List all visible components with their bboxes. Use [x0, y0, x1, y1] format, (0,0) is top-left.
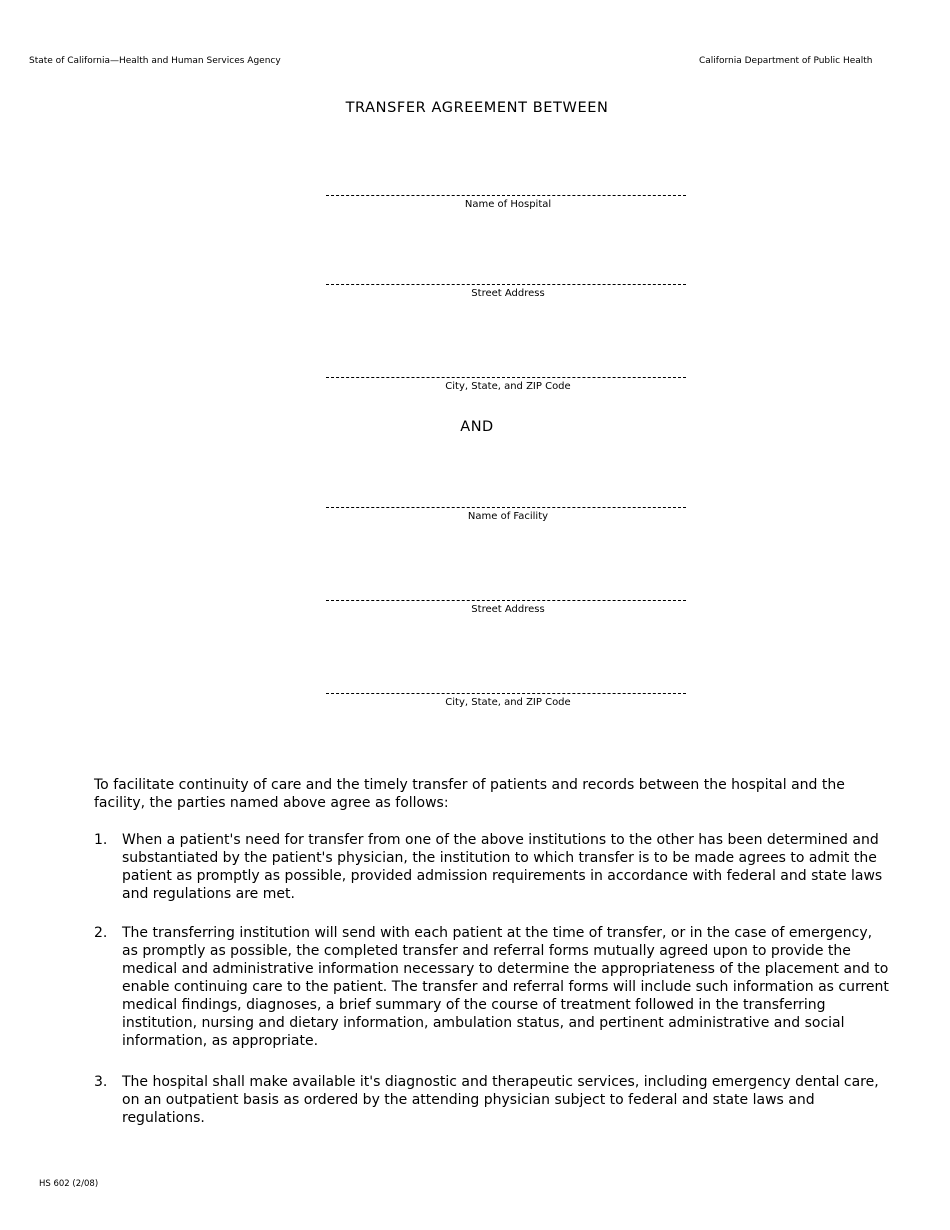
document-title: TRANSFER AGREEMENT BETWEEN: [345, 100, 609, 116]
hospital-city-field[interactable]: [326, 377, 686, 393]
item-text: The transferring institution will send with each patient at the time of transfer, or in the case of emergency, as promptly as possible, the completed transfer and referral forms mutually agreed upon to provide the medical and administrative information necessary to determine the appropriateness of the placement and to enable continuing care to the patient. The transfer and referral forms will include such information as current medical findings, diagnoses, a brief summary of the course of treatment followed in the transferring institution, nursing and dietary information, ambulation status, and pertinent administrative and social information, as appropriate.: [122, 925, 889, 1049]
agreement-item: [94, 924, 894, 1050]
hospital-street-line[interactable]: [326, 284, 686, 285]
agreement-item: [94, 831, 894, 903]
hospital-name-caption: Name of Hospital: [464, 199, 552, 210]
department-header: California Department of Public Health: [699, 56, 873, 66]
item-number: 1.: [94, 832, 108, 848]
hospital-name-field[interactable]: [326, 195, 686, 211]
facility-city-caption: City, State, and ZIP Code: [445, 697, 571, 708]
hospital-city-caption: City, State, and ZIP Code: [445, 381, 571, 392]
agency-header: State of California—Health and Human Services Agency: [29, 56, 281, 66]
facility-street-line[interactable]: [326, 600, 686, 601]
facility-name-line[interactable]: [326, 507, 686, 508]
hospital-city-line[interactable]: [326, 377, 686, 378]
item-text: When a patient's need for transfer from one of the above institutions to the other has been determined and substantiated by the patient's physician, the institution to which transfer is to be made agrees to admit the patient as promptly as possible, provided admission requirements in accordance with federal and state laws and regulations are met.: [122, 832, 883, 902]
intro-paragraph: To facilitate continuity of care and the timely transfer of patients and records between the hospital and the facility, the parties named above agree as follows:: [94, 777, 845, 811]
item-number: 2.: [94, 925, 108, 941]
facility-city-line[interactable]: [326, 693, 686, 694]
hospital-street-field[interactable]: [326, 284, 686, 300]
agreement-item: [94, 1073, 894, 1127]
facility-street-caption: Street Address: [471, 604, 545, 615]
conjunction-and: AND: [460, 419, 494, 435]
form-number: HS 602 (2/08): [39, 1179, 99, 1189]
item-text: The hospital shall make available it's diagnostic and therapeutic services, including emergency dental care, on an outpatient basis as ordered by the attending physician subject to federal and state laws and regulations.: [122, 1074, 879, 1126]
facility-street-field[interactable]: [326, 600, 686, 616]
hospital-name-line[interactable]: [326, 195, 686, 196]
hospital-street-caption: Street Address: [471, 288, 545, 299]
facility-city-field[interactable]: [326, 693, 686, 709]
facility-name-caption: Name of Facility: [467, 511, 549, 522]
item-number: 3.: [94, 1074, 108, 1090]
facility-name-field[interactable]: [326, 507, 686, 523]
